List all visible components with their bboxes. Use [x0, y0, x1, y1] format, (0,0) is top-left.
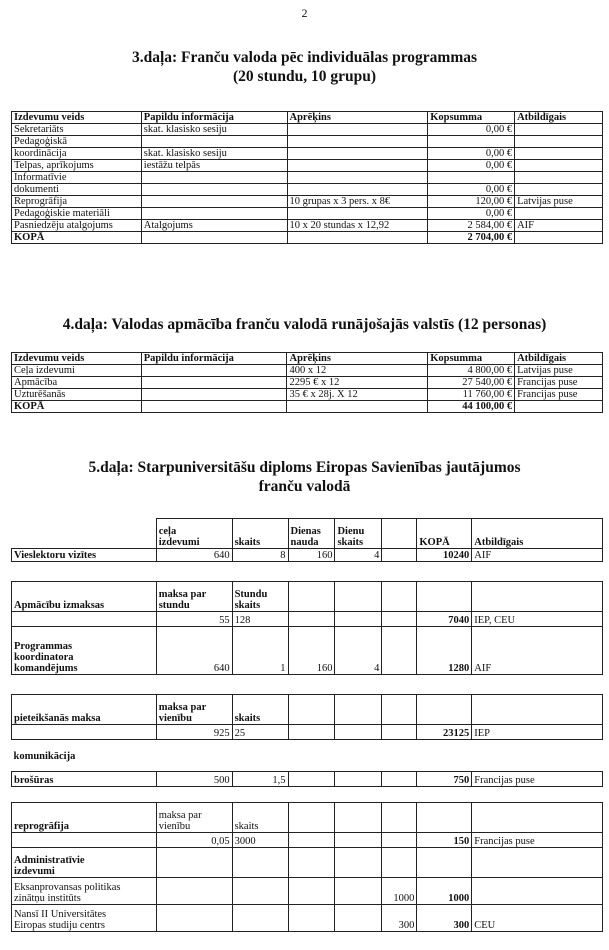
row-label: Pedagoģiskie materiāli	[12, 208, 142, 220]
responsible-cell: IEP, CEU	[472, 612, 603, 627]
table-row	[12, 232, 603, 244]
table-cell: skat. klasisko sesiju	[141, 148, 287, 160]
table-cell	[141, 208, 287, 220]
row-label: Pasniedzēju atalgojums	[12, 220, 142, 232]
amount-cell: 11 760,00 €	[428, 389, 515, 401]
table-row	[12, 878, 603, 905]
header-cell: Atbildīgais	[515, 353, 603, 365]
table-cell: Latvijas puse	[515, 365, 603, 377]
table-cell: iestāžu telpās	[141, 160, 287, 172]
header-cell: Dienu skaits	[335, 519, 382, 549]
header-cell: Izdevumu veids	[12, 112, 142, 124]
table-row	[12, 848, 603, 878]
table-cell: AIF	[515, 220, 603, 232]
header-cell: Atbildīgais	[515, 112, 603, 124]
header-cell: maksa par vienību	[156, 695, 232, 725]
value-cell: 1	[232, 627, 288, 675]
table-cell	[515, 136, 603, 148]
table-cell	[287, 124, 428, 136]
table-cell	[141, 389, 287, 401]
table-row	[12, 208, 603, 220]
row-label: Apmācību izmaksas	[12, 582, 157, 612]
table-row	[12, 136, 603, 148]
section3-title	[0, 48, 609, 86]
table-row	[12, 220, 603, 232]
amount-cell: 120,00 €	[428, 196, 515, 208]
section3-title-line1: 3.daļa: Franču valoda pēc individuālas programmas	[131, 49, 478, 66]
row-label: KOPĀ	[12, 401, 142, 413]
table-cell	[141, 184, 287, 196]
total-cell: 300	[417, 905, 472, 932]
header-cell: Dienas nauda	[288, 519, 335, 549]
table-row	[12, 196, 603, 208]
value-cell: 25	[232, 725, 288, 740]
table-row	[12, 172, 603, 184]
table-row	[12, 549, 603, 562]
value-cell: 4	[335, 549, 382, 562]
page-number: 2	[301, 6, 308, 20]
table-row	[12, 160, 603, 172]
total-cell: 23125	[417, 725, 472, 740]
value-cell: 4	[335, 627, 382, 675]
table-row	[12, 184, 603, 196]
row-label: reprogrāfija	[12, 803, 157, 833]
amount-cell	[428, 172, 515, 184]
header-cell: Kopsumma	[428, 112, 515, 124]
table-row	[12, 833, 603, 848]
section5-header-row	[12, 519, 603, 549]
header-cell: maksa par vienību	[156, 803, 232, 833]
row-label: Uzturēšanās	[12, 389, 142, 401]
amount-cell: 0,00 €	[428, 124, 515, 136]
table-cell: 400 x 12	[287, 365, 428, 377]
table-cell	[287, 136, 428, 148]
table-cell	[515, 124, 603, 136]
amount-cell: 4 800,00 €	[428, 365, 515, 377]
table-cell	[287, 184, 428, 196]
amount-cell: 27 540,00 €	[428, 377, 515, 389]
table-cell: Francijas puse	[515, 389, 603, 401]
section4-table	[11, 352, 603, 413]
amount-cell: 2 584,00 €	[428, 220, 515, 232]
value-cell: 8	[232, 549, 288, 562]
amount-cell: 0,00 €	[428, 160, 515, 172]
header-cell: Izdevumu veids	[12, 353, 142, 365]
table-row	[12, 401, 603, 413]
table-cell	[141, 136, 287, 148]
value-cell: 500	[156, 772, 232, 787]
header-cell: Kopsumma	[428, 353, 515, 365]
table-cell: 2295 € x 12	[287, 377, 428, 389]
responsible-cell: Francijas puse	[472, 833, 603, 848]
table-cell	[287, 148, 428, 160]
row-label: Eksanprovansas politikas zinātņu institūts	[12, 878, 157, 905]
row-label: komunikācija	[13, 750, 76, 762]
total-cell: 1280	[417, 627, 472, 675]
row-label: Apmācība	[12, 377, 142, 389]
table-cell	[515, 401, 603, 413]
table-cell	[515, 184, 603, 196]
table-row	[12, 124, 603, 136]
header-cell: Aprēķins	[287, 353, 428, 365]
section5-title	[0, 458, 609, 496]
table-cell	[515, 160, 603, 172]
row-label: pieteikšanās maksa	[12, 695, 157, 725]
section3-title-line2: (20 stundu, 10 grupu)	[233, 68, 376, 85]
amount-cell: 0,00 €	[428, 184, 515, 196]
amount-cell: 0,00 €	[428, 208, 515, 220]
row-label: KOPĀ	[12, 232, 142, 244]
total-cell: 150	[417, 833, 472, 848]
value-cell: 640	[156, 627, 232, 675]
row-label: koordinācija	[12, 148, 142, 160]
table-row	[12, 148, 603, 160]
table-cell: 10 grupas x 3 pers. x 8€	[287, 196, 428, 208]
total-cell: 750	[417, 772, 472, 787]
value-cell: 300	[382, 905, 417, 932]
value-cell: 1,5	[232, 772, 288, 787]
table-cell	[287, 401, 428, 413]
table-cell	[287, 172, 428, 184]
table-cell	[287, 232, 428, 244]
value-cell: 55	[156, 612, 232, 627]
row-label: Administratīvie izdevumi	[12, 848, 157, 878]
amount-cell: 44 100,00 €	[428, 401, 515, 413]
table-row	[12, 377, 603, 389]
header-cell: Atbildīgais	[472, 519, 603, 549]
table-row	[12, 905, 603, 932]
total-cell: 1000	[417, 878, 472, 905]
row-label: Programmas koordinatora komandējums	[12, 627, 157, 675]
table-row	[12, 740, 603, 762]
value-cell: 640	[156, 549, 232, 562]
row-label: dokumenti	[12, 184, 142, 196]
table-row	[12, 803, 603, 833]
table-cell	[515, 148, 603, 160]
value-cell: 128	[232, 612, 288, 627]
amount-cell: 2 704,00 €	[428, 232, 515, 244]
total-cell: 10240	[417, 549, 472, 562]
row-label: Pedagoģiskā	[12, 136, 142, 148]
table-cell: skat. klasisko sesiju	[141, 124, 287, 136]
header-cell: Papildu informācija	[141, 112, 287, 124]
amount-cell: 0,00 €	[428, 148, 515, 160]
row-label: Sekretariāts	[12, 124, 142, 136]
row-label: Vieslektoru vizītes	[12, 549, 157, 562]
table-row	[12, 725, 603, 740]
section5-title-line1: 5.daļa: Starpuniversitāšu diploms Eiropas Savienības jautājumos	[88, 459, 521, 476]
responsible-cell: IEP	[472, 725, 603, 740]
value-cell: 160	[288, 627, 335, 675]
responsible-cell: Francijas puse	[472, 772, 603, 787]
section4-body	[12, 365, 603, 413]
table-row	[12, 389, 603, 401]
table-cell	[287, 160, 428, 172]
row-label: Ceļa izdevumi	[12, 365, 142, 377]
value-cell: 3000	[232, 833, 288, 848]
table-row	[12, 627, 603, 675]
row-label: Reprogrāfija	[12, 196, 142, 208]
header-cell: Papildu informācija	[141, 353, 287, 365]
table-cell: Francijas puse	[515, 377, 603, 389]
header-cell: Aprēķins	[287, 112, 428, 124]
row-label: Informatīvie	[12, 172, 142, 184]
table-cell: 10 x 20 stundas x 12,92	[287, 220, 428, 232]
table-row	[12, 612, 603, 627]
row-label: Nansī II Universitātes Eiropas studiju centrs	[12, 905, 157, 932]
table-cell	[515, 172, 603, 184]
table-cell	[141, 232, 287, 244]
row-label: brošūras	[12, 772, 157, 787]
value-cell: 160	[288, 549, 335, 562]
header-cell: KOPĀ	[417, 519, 472, 549]
table-cell: Latvijas puse	[515, 196, 603, 208]
section3-table	[11, 111, 603, 244]
table-row	[12, 695, 603, 725]
header-cell: Stundu skaits	[232, 582, 288, 612]
responsible-cell: AIF	[472, 549, 603, 562]
table-row	[12, 582, 603, 612]
table-cell	[515, 208, 603, 220]
value-cell: 1000	[382, 878, 417, 905]
section4-header-row	[12, 353, 603, 365]
table-cell	[287, 208, 428, 220]
table-cell	[141, 377, 287, 389]
header-cell: maksa par stundu	[156, 582, 232, 612]
responsible-cell: AIF	[472, 627, 603, 675]
value-cell: 0,05	[156, 833, 232, 848]
section3-body	[12, 124, 603, 244]
table-cell: 35 € x 28j. X 12	[287, 389, 428, 401]
table-cell	[515, 232, 603, 244]
section5-table	[11, 518, 603, 932]
table-cell	[141, 172, 287, 184]
value-cell: 925	[156, 725, 232, 740]
header-cell: skaits	[232, 695, 288, 725]
section3-header-row	[12, 112, 603, 124]
table-cell	[141, 401, 287, 413]
section4-title: 4.daļa: Valodas apmācība franču valodā runājošajās valstīs (12 personas)	[62, 316, 547, 333]
table-cell	[141, 196, 287, 208]
header-cell: skaits	[232, 519, 288, 549]
table-row	[12, 772, 603, 787]
responsible-cell: CEU	[472, 905, 603, 932]
header-cell: skaits	[232, 803, 288, 833]
table-row	[12, 365, 603, 377]
table-cell	[141, 365, 287, 377]
table-cell: Atalgojums	[141, 220, 287, 232]
row-label: Telpas, aprīkojums	[12, 160, 142, 172]
section5-title-line2: franču valodā	[258, 478, 351, 495]
header-cell: ceļa izdevumi	[156, 519, 232, 549]
total-cell: 7040	[417, 612, 472, 627]
amount-cell	[428, 136, 515, 148]
